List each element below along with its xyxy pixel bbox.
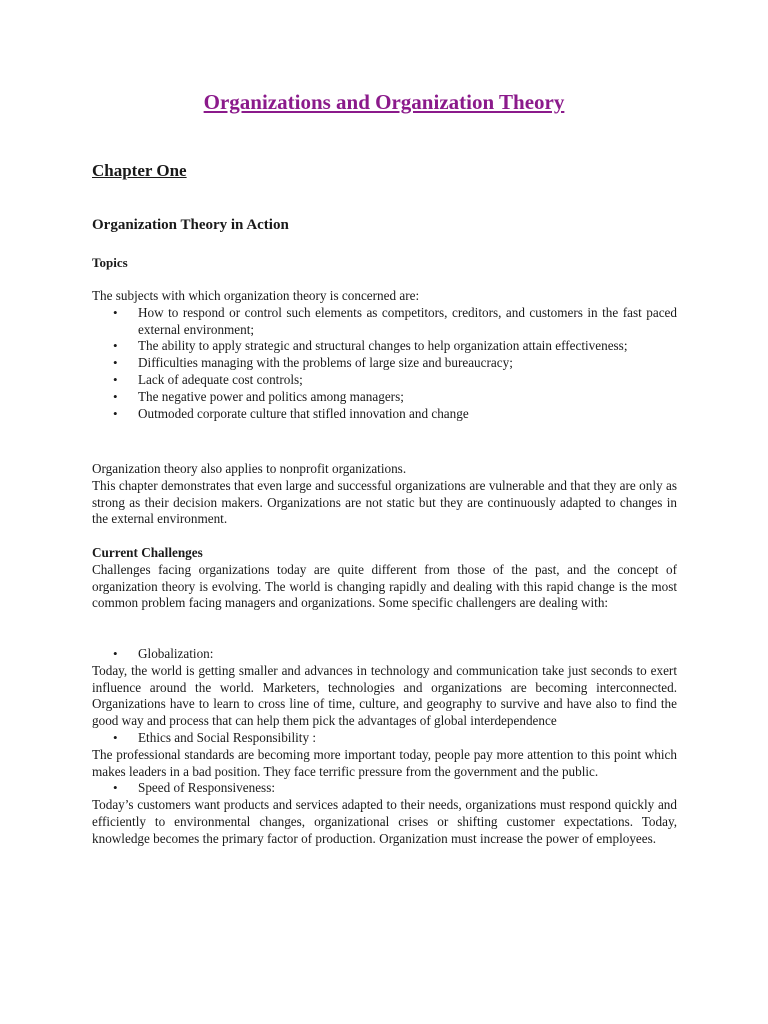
- challenge-ethics: [92, 730, 677, 747]
- section-heading: Organization Theory in Action: [92, 217, 289, 233]
- list-item: [92, 372, 677, 389]
- bullet-icon: •: [113, 304, 118, 320]
- challenge-text: The professional standards are becoming more important today, people pay more attention to this point which makes leaders in a bad position. They face terrific pressure from the government and the public.: [92, 746, 677, 779]
- overview-block: [92, 461, 677, 528]
- list-item: [92, 646, 677, 663]
- bullet-icon: •: [113, 780, 118, 796]
- list-item: [92, 406, 677, 423]
- challenge-label: Globalization:: [138, 646, 214, 661]
- list-item: [92, 780, 677, 797]
- list-item-text: Difficulties managing with the problems of large size and bureaucracy;: [138, 355, 513, 371]
- chapter-demo-paragraph: This chapter demonstrates that even large and successful organizations are vulnerable and that they are only as strong as their decision makers. Organizations are not static but they are continuously adapted to changes in the external environment.: [92, 477, 677, 527]
- bullet-icon: •: [113, 338, 118, 354]
- current-challenges-paragraph: Challenges facing organizations today are quite different from those of the past, and the concept of organization theory is evolving. The world is changing rapidly and dealing with this rapid change is the most common problem facing managers and organizations. Some specific challengers are dealing with:: [92, 561, 677, 611]
- challenge-label: Ethics and Social Responsibility :: [138, 729, 317, 745]
- list-item: [92, 305, 677, 339]
- list-item-text: How to respond or control such elements as competitors, creditors, and customers in the fast paced external environment;: [138, 304, 677, 337]
- list-item-text: The negative power and politics among managers;: [138, 388, 404, 404]
- challenge-globalization: [92, 646, 677, 663]
- list-item-text: Lack of adequate cost controls;: [138, 371, 303, 387]
- bullet-icon: •: [113, 646, 118, 661]
- chapter-heading: Chapter One: [92, 161, 187, 180]
- current-challenges-heading: Current Challenges: [92, 545, 203, 560]
- topics-label: Topics: [92, 255, 128, 270]
- challenge-text: Today’s customers want products and services adapted to their needs, organizations must respond quickly and efficiently to environmental changes, organizational crises or shifting customer expectations. Today, knowledge becomes the primary factor of production. Organization must increase the power of employees.: [92, 797, 677, 846]
- document-title: Organizations and Organization Theory: [203, 90, 565, 114]
- list-item-text: The ability to apply strategic and structural changes to help organization attain effectiveness;: [138, 338, 628, 354]
- bullet-icon: •: [113, 355, 118, 371]
- topics-list: [92, 305, 677, 423]
- list-item: [92, 730, 677, 747]
- list-item: [92, 389, 677, 406]
- list-item-text: Outmoded corporate culture that stifled innovation and change: [138, 405, 469, 421]
- topics-intro: The subjects with which organization theory is concerned are:: [92, 288, 420, 303]
- challenge-label: Speed of Responsiveness:: [138, 780, 275, 796]
- bullet-icon: •: [113, 388, 118, 404]
- list-item: [92, 355, 677, 372]
- challenge-text: Today, the world is getting smaller and advances in technology and communication take just seconds to exert influence around the world. Marketers, technologies and organizations are becoming interconnected. Organizations have to learn to cross line of time, culture, and geography to survive and have also to find the good way and process that can help them pick the advantages of global interdependence: [92, 662, 677, 729]
- bullet-icon: •: [113, 371, 118, 387]
- nonprofit-paragraph: Organization theory also applies to nonprofit organizations.: [92, 461, 407, 476]
- current-challenges-block: [92, 545, 677, 612]
- bullet-icon: •: [113, 729, 118, 745]
- topics-block: [92, 288, 677, 422]
- bullet-icon: •: [113, 405, 118, 421]
- list-item: [92, 338, 677, 355]
- challenges-list-block: [92, 646, 677, 848]
- challenge-speed: [92, 780, 677, 797]
